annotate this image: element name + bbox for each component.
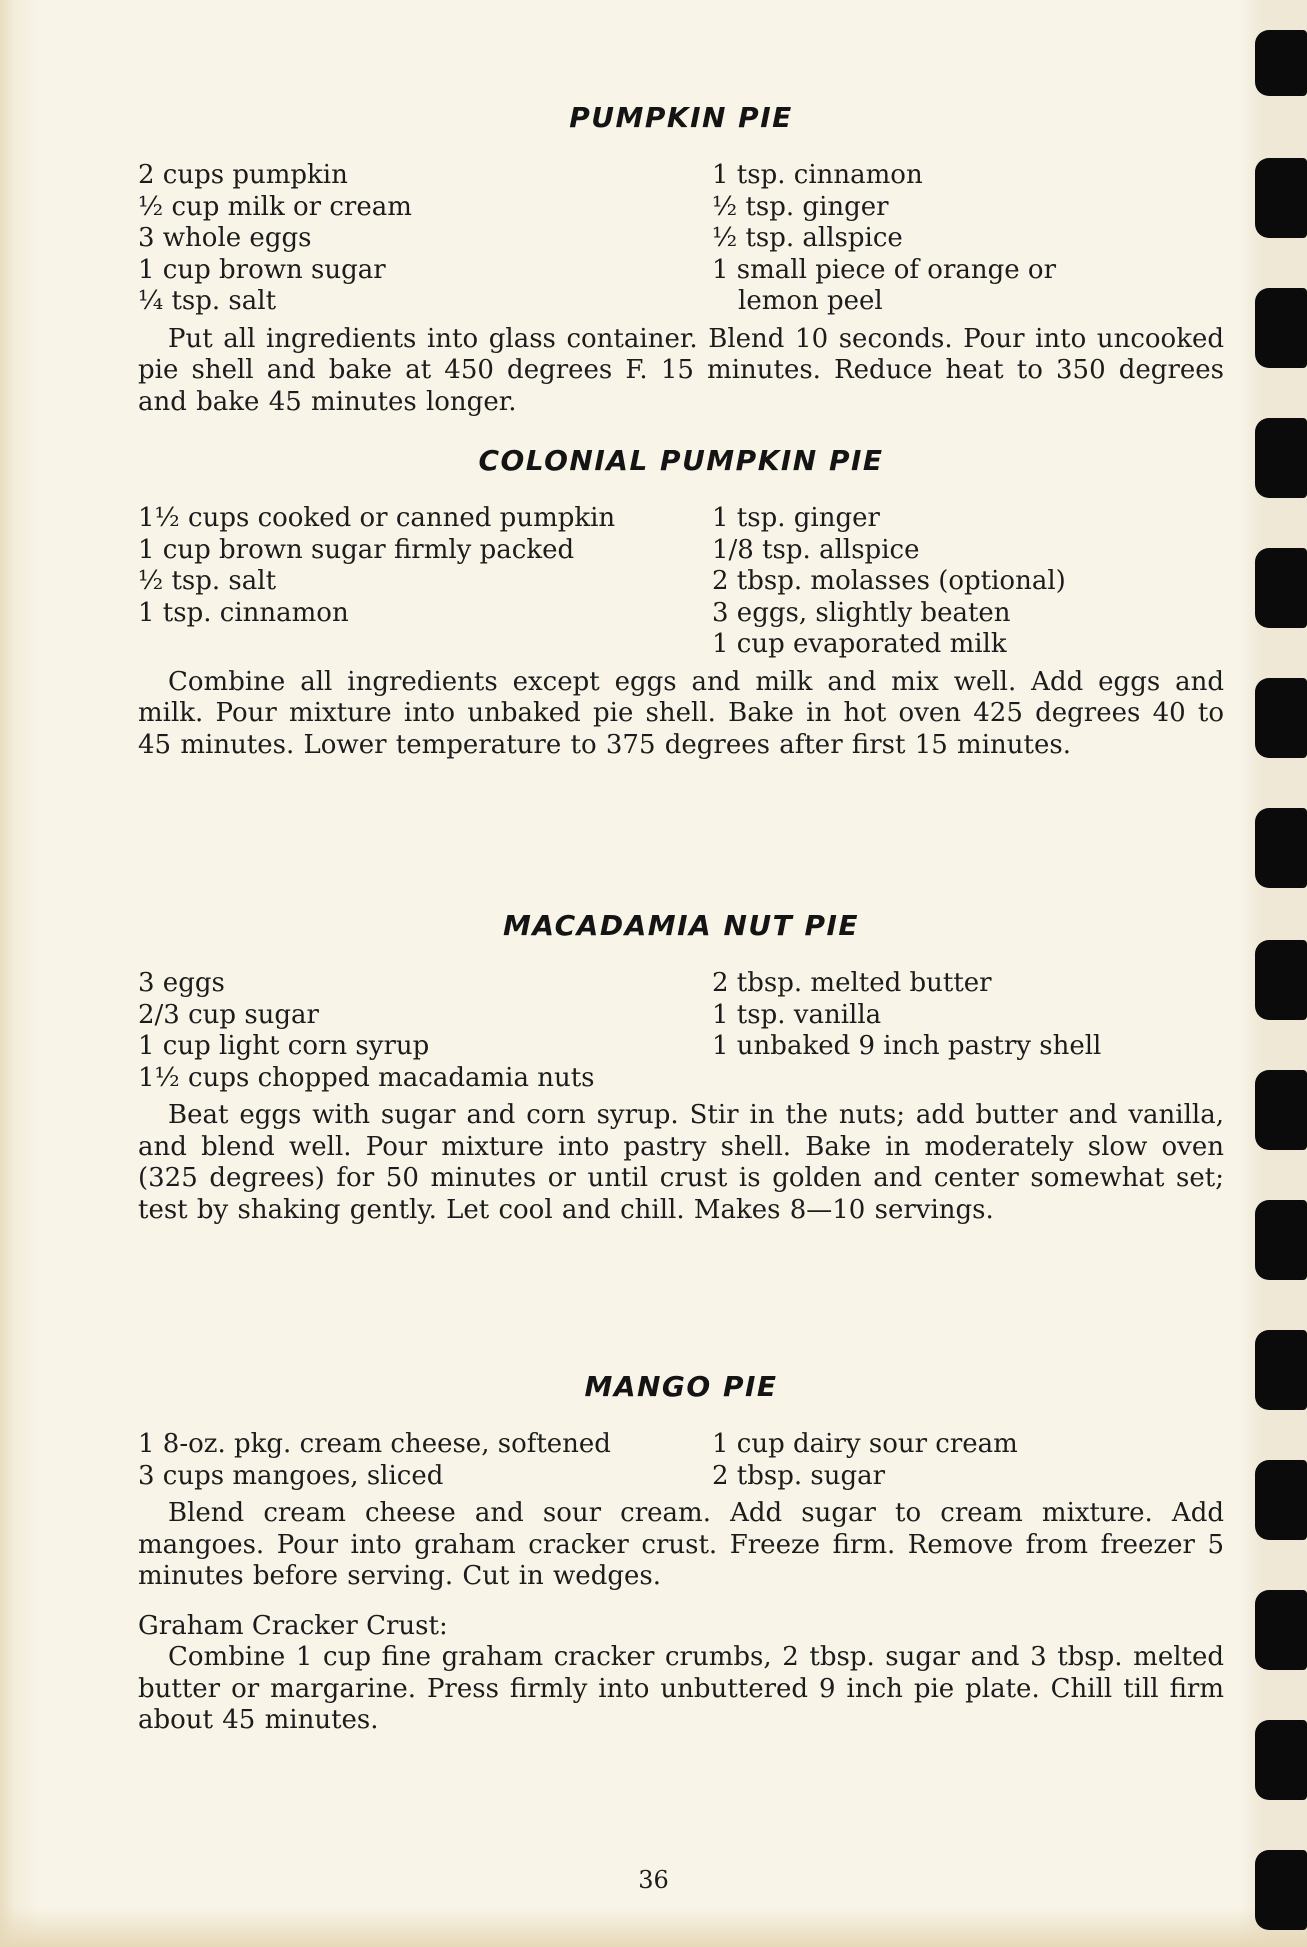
ingredient-line: 2 tbsp. sugar (712, 1460, 886, 1491)
binding-ring (1255, 288, 1307, 368)
binding-ring (1255, 808, 1307, 888)
ingredient-line: 1 small piece of orange or (712, 254, 1057, 285)
recipe-pumpkin-pie (138, 98, 1224, 441)
ingredient-line: 1 cup light corn syrup (138, 1031, 430, 1061)
sub-directions: Combine 1 cup fine graham cracker crumbs, 2 tbsp. sugar and 3 tbsp. melted butter or margarine. Press firmly into unbuttered 9 inch pie plate. Chill till firm about 45 minutes. (138, 1642, 1224, 1735)
recipe-mango-pie (138, 1367, 1224, 1737)
ingredient-line: lemon peel (738, 286, 883, 316)
ingredients (138, 503, 1224, 661)
recipe-title: MANGO PIE (584, 1370, 778, 1403)
recipe-macadamia-nut-pie (138, 906, 1224, 1367)
recipe-colonial-pumpkin-pie (138, 441, 1224, 906)
ingredients-left-column (138, 968, 712, 1094)
binding-ring (1255, 158, 1307, 238)
binding-ring (1255, 1720, 1307, 1800)
binding-ring (1255, 1850, 1307, 1930)
ingredient-line: ¼ tsp. salt (138, 286, 277, 316)
ingredients-right-column (712, 503, 1224, 661)
binding-ring (1255, 1070, 1307, 1150)
ingredient-line: 1 tsp. ginger (712, 503, 880, 533)
ingredients (138, 968, 1224, 1094)
ingredient-line: ½ tsp. ginger (712, 191, 889, 222)
recipe-title: COLONIAL PUMPKIN PIE (478, 444, 884, 477)
ingredients (138, 160, 1224, 318)
ingredient-line: 2 tbsp. melted butter (712, 968, 992, 998)
ingredient-line: 3 eggs, slightly beaten (712, 597, 1011, 628)
ingredient-line: 1½ cups chopped macadamia nuts (138, 1062, 595, 1093)
ingredients (138, 1429, 1224, 1492)
ingredients-left-column (138, 160, 712, 318)
spiral-binding (1251, 0, 1307, 1947)
binding-ring (1255, 1590, 1307, 1670)
ingredient-line: 3 whole eggs (138, 223, 312, 253)
page-number: 36 (638, 1866, 669, 1894)
binding-ring (1255, 30, 1307, 96)
ingredient-line: 1½ cups cooked or canned pumpkin (138, 503, 616, 533)
ingredient-line: 1/8 tsp. allspice (712, 534, 920, 565)
ingredients-left-column (138, 1429, 712, 1492)
binding-ring (1255, 1200, 1307, 1280)
ingredients-right-column (712, 1429, 1224, 1492)
ingredient-line: ½ cup milk or cream (138, 191, 412, 222)
page-bottom-edge (0, 1907, 1307, 1947)
ingredient-line: 1 cup dairy sour cream (712, 1429, 1018, 1459)
binding-ring (1255, 1460, 1307, 1540)
ingredient-line: 2 tbsp. molasses (optional) (712, 566, 1066, 596)
ingredient-line: ½ tsp. allspice (712, 223, 903, 253)
ingredient-line: ½ tsp. salt (138, 566, 277, 596)
page-content (138, 98, 1224, 1737)
ingredients-left-column (138, 503, 712, 661)
binding-ring (1255, 678, 1307, 758)
ingredients-right-column (712, 160, 1224, 318)
recipe-directions: Blend cream cheese and sour cream. Add sugar to cream mixture. Add mangoes. Pour into graham cracker crust. Freeze firm. Remove from freezer 5 minutes before serving. Cut in wedges. (138, 1498, 1224, 1591)
sub-heading: Graham Cracker Crust: (138, 1610, 448, 1641)
ingredient-line: 1 8-oz. pkg. cream cheese, softened (138, 1429, 611, 1459)
recipe-directions: Put all ingredients into glass container. Blend 10 seconds. Pour into uncooked pie shell and bake at 450 degrees F. 15 minutes. Reduce heat to 350 degrees and bake 45 minutes longer. (138, 323, 1224, 417)
recipe-directions: Beat eggs with sugar and corn syrup. Stir in the nuts; add butter and vanilla, and blend well. Pour mixture into pastry shell. Bake in moderately slow oven (325 degrees) for 50 minutes or until crust is golden and center somewhat set; test by shaking gently. Let cool and chill. Makes 8—10 servings. (138, 1100, 1224, 1225)
binding-ring (1255, 548, 1307, 628)
ingredient-line: 3 eggs (138, 968, 225, 998)
ingredient-line: 2 cups pumpkin (138, 160, 348, 190)
ingredient-line: 3 cups mangoes, sliced (138, 1460, 444, 1491)
recipe-title: PUMPKIN PIE (569, 101, 793, 134)
ingredient-line: 1 tsp. cinnamon (138, 597, 349, 628)
ingredient-line: 1 tsp. vanilla (712, 999, 882, 1030)
recipe-directions: Combine all ingredients except eggs and milk and mix well. Add eggs and milk. Pour mixture into unbaked pie shell. Bake in hot oven 425 degrees 40 to 45 minutes. Lower temperature to 375 degrees after first 15 minutes. (138, 666, 1224, 760)
ingredient-line: 1 tsp. cinnamon (712, 160, 923, 190)
recipe-title: MACADAMIA NUT PIE (502, 909, 860, 942)
binding-ring (1255, 940, 1307, 1020)
ingredient-line: 1 cup brown sugar firmly packed (138, 534, 575, 565)
ingredient-line: 2/3 cup sugar (138, 999, 319, 1030)
ingredient-line: 1 cup brown sugar (138, 254, 386, 285)
ingredient-line: 1 cup evaporated milk (712, 629, 1007, 659)
ingredient-line: 1 unbaked 9 inch pastry shell (712, 1031, 1102, 1061)
ingredients-right-column (712, 968, 1224, 1094)
binding-ring (1255, 418, 1307, 498)
binding-ring (1255, 1330, 1307, 1410)
